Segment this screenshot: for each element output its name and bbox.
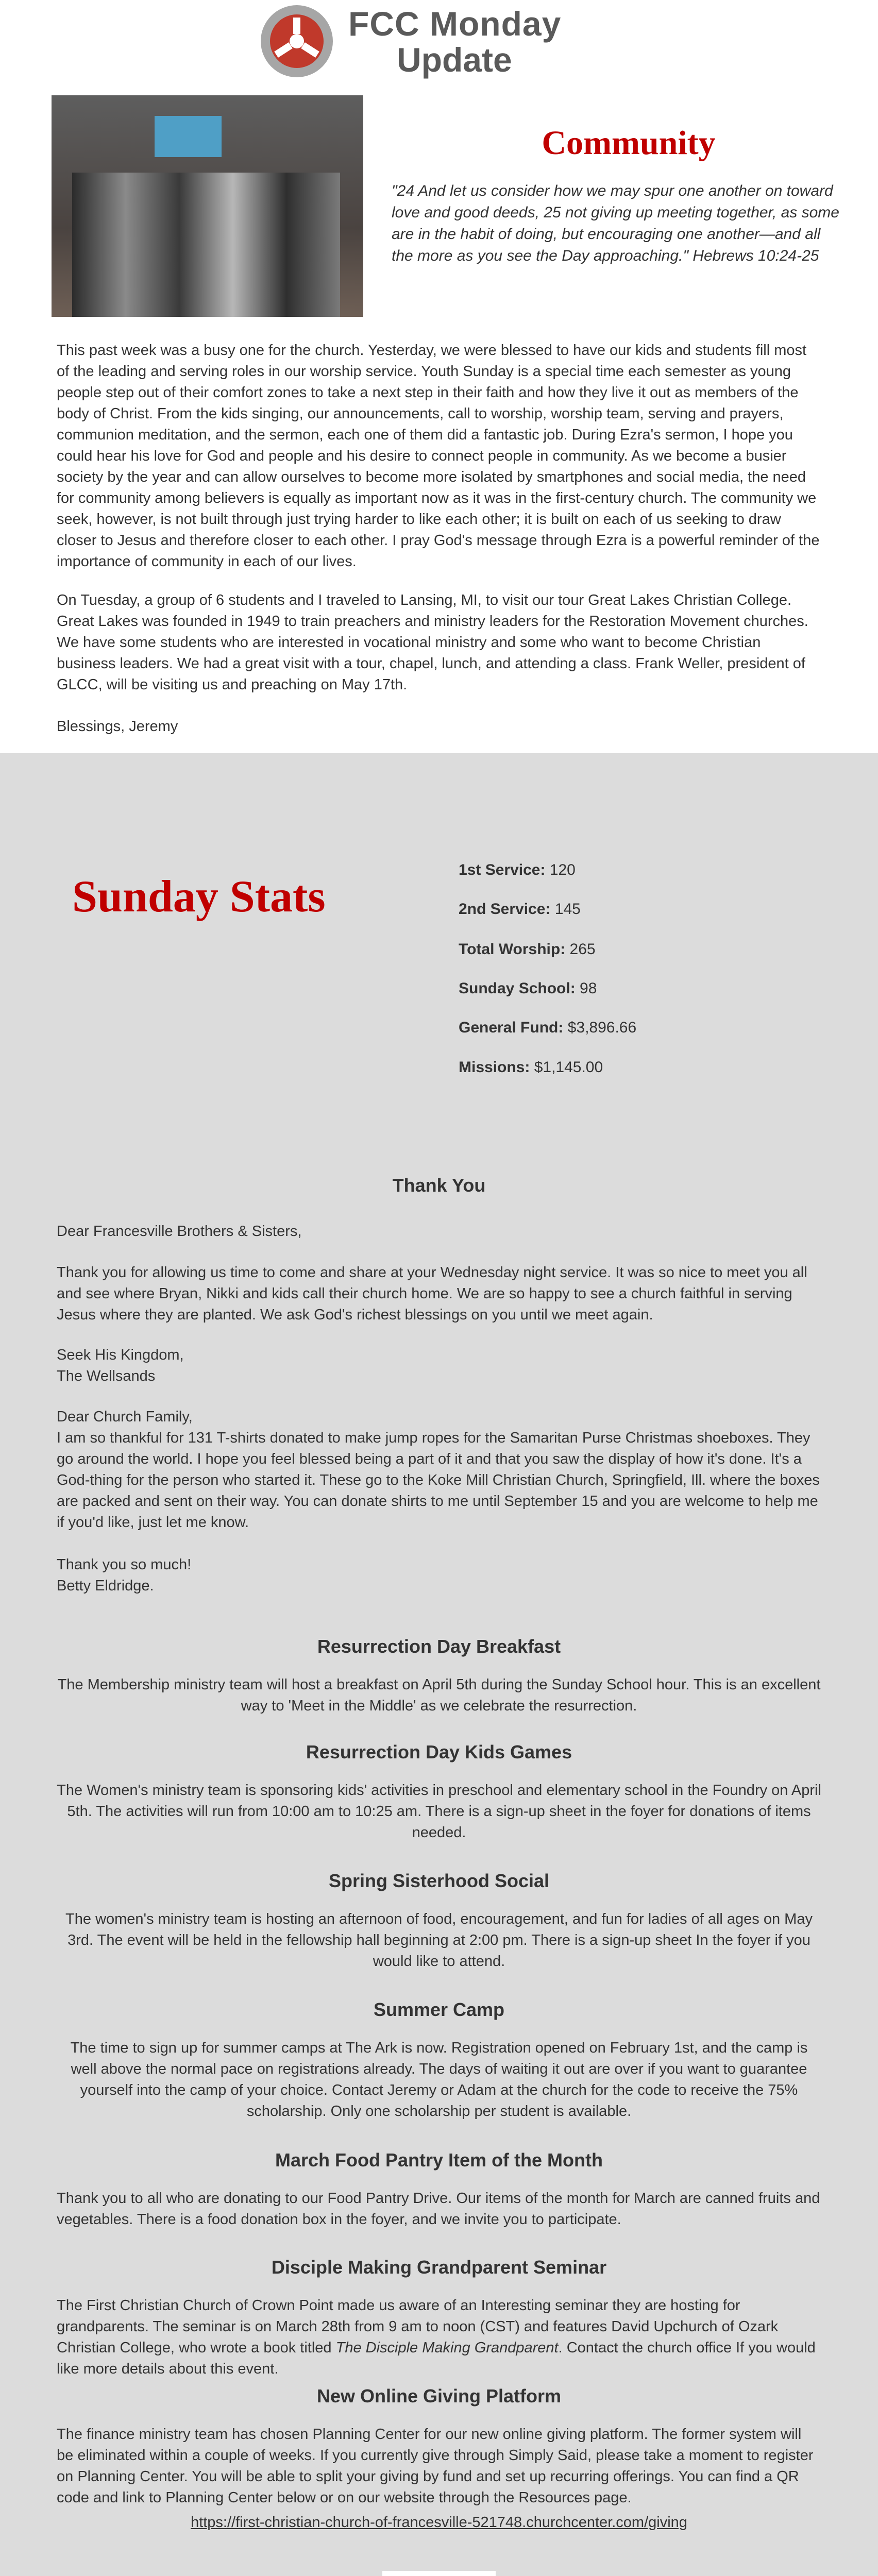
thank-you-signature-1: The Wellsands bbox=[57, 1368, 156, 1384]
summer-camp-heading: Summer Camp bbox=[373, 1999, 505, 2020]
thank-you-greeting: Dear Francesville Brothers & Sisters, bbox=[57, 1223, 302, 1240]
stat-missions: Missions: $1,145.00 bbox=[459, 1059, 603, 1076]
stat-2nd-service: 2nd Service: 145 bbox=[459, 901, 581, 918]
stat-1st-service: 1st Service: 120 bbox=[459, 861, 576, 878]
thank-you-letter-1: Thank you for allowing us time to come and share at your Wednesday night service. It was so nice to meet you all and see where Bryan, Nikki and kids call their church home. We are so happy to see a church faithful in serving Jesus where they are planted. We ask God's richest blessings on you until we meet again. bbox=[57, 1264, 807, 1323]
grandparent-seminar-text: The First Christian Church of Crown Point made us aware of an Interesting seminar they are hosting for grandparents. The seminar is on March 28th from 9 am to noon (CST) and features David Upchurch of Ozark Christian College, who wrote a book titled The Disciple Making Grandparent. Contact the church office If you would like more details about this event. bbox=[57, 2297, 816, 2377]
thank-you-closing-1: Seek His Kingdom, bbox=[57, 1347, 184, 1363]
thank-you-closing-2: Thank you so much! bbox=[57, 1556, 192, 1573]
food-pantry-text: Thank you to all who are donating to our Food Pantry Drive. Our items of the month for March are canned fruits and vegetables. There is a food donation box in the foyer, and we invite you to participate. bbox=[57, 2190, 820, 2228]
giving-qr-code[interactable] bbox=[382, 2571, 496, 2576]
giving-link[interactable]: https://first-christian-church-of-francesville-521748.churchcenter.com/giving bbox=[191, 2514, 687, 2531]
community-paragraph-2: On Tuesday, a group of 6 students and I traveled to Lansing, MI, to visit our tour Great Lakes Christian College. Great Lakes was founded in 1949 to train preachers and ministry leaders for the Restoration Movement churches. We have some students who are interested in vocational ministry and some who want to become Christian business leaders. We had a great visit with a tour, chapel, lunch, and attending a class. Frank Weller, president of GLCC, will be visiting us and preaching on May 17th. bbox=[57, 592, 808, 693]
thank-you-letter-2: I am so thankful for 131 T-shirts donated to make jump ropes for the Samaritan Purse Christmas shoeboxes. They go around the world. I hope you feel blessed being a part of it and that you saw the display of how it's done. It's a God-thing for the person who started it. These go to the Koke Mill Christian Church, Springfield, Ill. where the boxes are packed and sent on their way. You can donate shirts to me until September 15 and you are welcome to help me if you'd like, just let me know. bbox=[57, 1430, 820, 1531]
breakfast-heading: Resurrection Day Breakfast bbox=[317, 1636, 561, 1657]
kids-games-heading: Resurrection Day Kids Games bbox=[306, 1741, 572, 1762]
stat-sunday-school: Sunday School: 98 bbox=[459, 980, 597, 997]
food-pantry-heading: March Food Pantry Item of the Month bbox=[275, 2149, 603, 2171]
church-logo bbox=[261, 5, 333, 77]
community-title: Community bbox=[542, 124, 716, 162]
summer-camp-text: The time to sign up for summer camps at The Ark is now. Registration opened on February 1st, and the camp is well above the normal pace on registrations already. The days of waiting it out are over if you want to guarantee yourself into the camp of your choice. Contact Jeremy or Adam at the church for the code to receive the 75% scholarship. Only one scholarship per student is available. bbox=[70, 2040, 808, 2120]
newsletter-header bbox=[0, 0, 878, 82]
community-signoff: Blessings, Jeremy bbox=[57, 718, 178, 735]
giving-text: The finance ministry team has chosen Planning Center for our new online giving platform. The former system will be eliminated within a couple of weeks. If you currently give through Simply Said, please take a moment to register on Planning Center. You will be able to split your giving by fund and set up recurring offerings. You can find a QR code and link to Planning Center below or on our website through the Resources page. bbox=[57, 2426, 814, 2506]
sunday-stats-title: Sunday Stats bbox=[72, 872, 326, 922]
stat-general-fund: General Fund: $3,896.66 bbox=[459, 1019, 637, 1036]
kids-games-text: The Women's ministry team is sponsoring kids' activities in preschool and elementary school in the Foundry on April 5th. The activities will run from 10:00 am to 10:25 am. There is a sign-up sheet in the foyer for donations of items needed. bbox=[57, 1782, 821, 1841]
breakfast-text: The Membership ministry team will host a breakfast on April 5th during the Sunday School hour. This is an excellent way to 'Meet in the Middle' as we celebrate the resurrection. bbox=[57, 1676, 821, 1714]
thank-you-greeting-2: Dear Church Family, bbox=[57, 1409, 193, 1425]
thank-you-signature-2: Betty Eldridge. bbox=[57, 1578, 154, 1594]
community-paragraph-1: This past week was a busy one for the church. Yesterday, we were blessed to have our kids and students fill most of the leading and serving roles in our worship service. Youth Sunday is a special time each semester as young people step out of their comfort zones to take a next step in their faith and how they live it out as members of the body of Christ. From the kids singing, our announcements, call to worship, worship team, serving and prayers, communion meditation, and the sermon, each one of them did a fantastic job. During Ezra's sermon, I hope you could hear his love for God and people and his desire to connect people in community. As we become a busier society by the year and can allow ourselves to become more isolated by smartphones and social media, the need for community among believers is equally as important now as it was in the first-century church. The community we seek, however, is not built through just trying harder to like each other; it is built on each of us seeking to draw closer to Jesus and therefore closer to each other. I pray God's message through Ezra is a powerful reminder of the importance of community in each of our lives. bbox=[57, 342, 820, 570]
newsletter-title-line2: Update bbox=[397, 41, 512, 79]
book-title: The Disciple Making Grandparent bbox=[335, 2340, 559, 2356]
sisterhood-heading: Spring Sisterhood Social bbox=[328, 1870, 550, 1891]
thank-you-heading: Thank You bbox=[392, 1175, 486, 1196]
grandparent-seminar-heading: Disciple Making Grandparent Seminar bbox=[271, 2257, 607, 2278]
sisterhood-text: The women's ministry team is hosting an afternoon of food, encouragement, and fun for ladies of all ages on May 3rd. The event will be held in the fellowship hall beginning at 2:00 pm. There is a sign-up sheet In the foyer if you would like to attend. bbox=[65, 1911, 813, 1970]
giving-heading: New Online Giving Platform bbox=[316, 2385, 562, 2406]
stat-total-worship: Total Worship: 265 bbox=[459, 941, 596, 958]
students-photo bbox=[52, 95, 363, 317]
community-verse: "24 And let us consider how we may spur one another on toward love and good deeds, 25 not giving up meeting together, as some are in the habit of doing, but encouraging one another—and all the more as you see the Day approaching." Hebrews 10:24-25 bbox=[392, 182, 839, 264]
newsletter-title-line1: FCC Monday bbox=[348, 5, 562, 43]
